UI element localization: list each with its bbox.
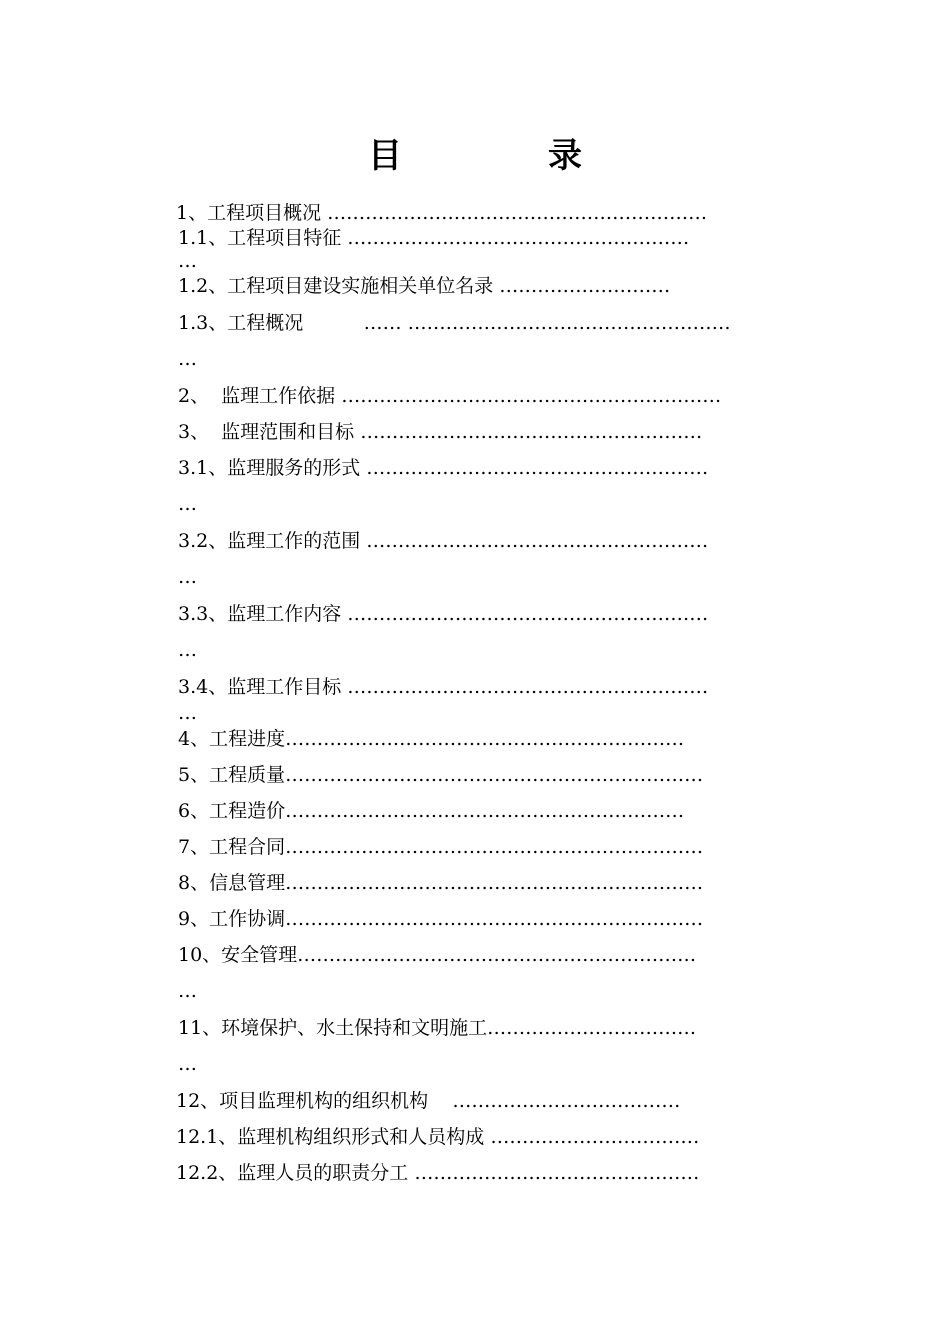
toc-entry-text: 5、工程质量………………………………………………………… bbox=[178, 764, 704, 786]
toc-entry-text: 4、工程进度……………………………………………………… bbox=[178, 728, 685, 750]
toc-entry-text: 3.2、监理工作的范围 ……………………………………………… bbox=[178, 530, 709, 552]
toc-continuation bbox=[178, 978, 820, 1004]
toc-entry bbox=[178, 870, 820, 896]
toc-entry-text: 9、工作协调………………………………………………………… bbox=[178, 908, 704, 930]
toc-entry-text: 1、工程项目概况 …………………………………………………… bbox=[176, 202, 708, 224]
toc-entry bbox=[178, 762, 820, 788]
toc-entry-text: 1.2、工程项目建设实施相关单位名录 ……………………… bbox=[178, 275, 671, 297]
toc-entry bbox=[178, 310, 820, 336]
toc-entry bbox=[176, 1124, 818, 1150]
toc-entry-text: … bbox=[178, 639, 197, 661]
toc-entry-text: … bbox=[178, 250, 197, 272]
toc-entry-text: 11、环境保护、水土保持和文明施工…………………………… bbox=[178, 1017, 697, 1039]
toc-continuation bbox=[178, 248, 820, 274]
toc-entry-text: 10、安全管理……………………………………………………… bbox=[178, 944, 697, 966]
toc-entry bbox=[178, 383, 820, 409]
toc-continuation bbox=[178, 564, 820, 590]
toc-entry bbox=[178, 906, 820, 932]
page-title: 目 录 bbox=[368, 136, 638, 176]
toc-entry bbox=[178, 674, 820, 700]
toc-entry-text: 12.1、监理机构组织形式和人员构成 …………………………… bbox=[176, 1126, 700, 1148]
toc-continuation bbox=[178, 346, 820, 372]
toc-continuation bbox=[178, 637, 820, 663]
toc-entry bbox=[178, 419, 820, 445]
toc-entry-text: … bbox=[178, 980, 197, 1002]
toc-entry-text: 2、 监理工作依据 …………………………………………………… bbox=[178, 385, 722, 407]
toc-entry-text: … bbox=[178, 566, 197, 588]
toc-entry bbox=[178, 528, 820, 554]
toc-continuation bbox=[178, 491, 820, 517]
toc-entry-text: 1.1、工程项目特征 ……………………………………………… bbox=[178, 227, 690, 249]
toc-entry-text: … bbox=[178, 1053, 197, 1075]
toc-entry-text: 1.3、工程概况 …… …………………………………………… bbox=[178, 312, 731, 334]
toc-entry-text: 3.1、监理服务的形式 ……………………………………………… bbox=[178, 457, 709, 479]
toc-entry-text: 12.2、监理人员的职责分工 ……………………………………… bbox=[176, 1162, 700, 1184]
toc-entry bbox=[178, 1015, 820, 1041]
toc-entry-text: 12、项目监理机构的组织机构 ……………………………… bbox=[176, 1090, 681, 1112]
toc-entry bbox=[178, 942, 820, 968]
toc-entry bbox=[178, 834, 820, 860]
toc-entry-text: … bbox=[178, 493, 197, 515]
toc-entry-text: 3.4、监理工作目标 ………………………………………………… bbox=[178, 676, 709, 698]
toc-entry bbox=[176, 1088, 818, 1114]
toc-entry-text: 3、 监理范围和目标 ……………………………………………… bbox=[178, 421, 703, 443]
toc-entry-text: 7、工程合同………………………………………………………… bbox=[178, 836, 704, 858]
toc-entry bbox=[178, 798, 820, 824]
toc-entry bbox=[178, 455, 820, 481]
toc-entry bbox=[178, 273, 820, 299]
toc-entry-text: 8、信息管理………………………………………………………… bbox=[178, 872, 704, 894]
toc-entry bbox=[176, 1160, 818, 1186]
toc-entry-text: … bbox=[178, 348, 197, 370]
toc-entry-text: 3.3、监理工作内容 ………………………………………………… bbox=[178, 603, 709, 625]
toc-entry-text: 6、工程造价……………………………………………………… bbox=[178, 800, 685, 822]
toc-continuation bbox=[178, 700, 820, 726]
toc-entry bbox=[176, 200, 818, 226]
toc-entry-text: … bbox=[178, 702, 197, 724]
toc-entry bbox=[178, 601, 820, 627]
toc-entry bbox=[178, 726, 820, 752]
toc-continuation bbox=[178, 1051, 820, 1077]
